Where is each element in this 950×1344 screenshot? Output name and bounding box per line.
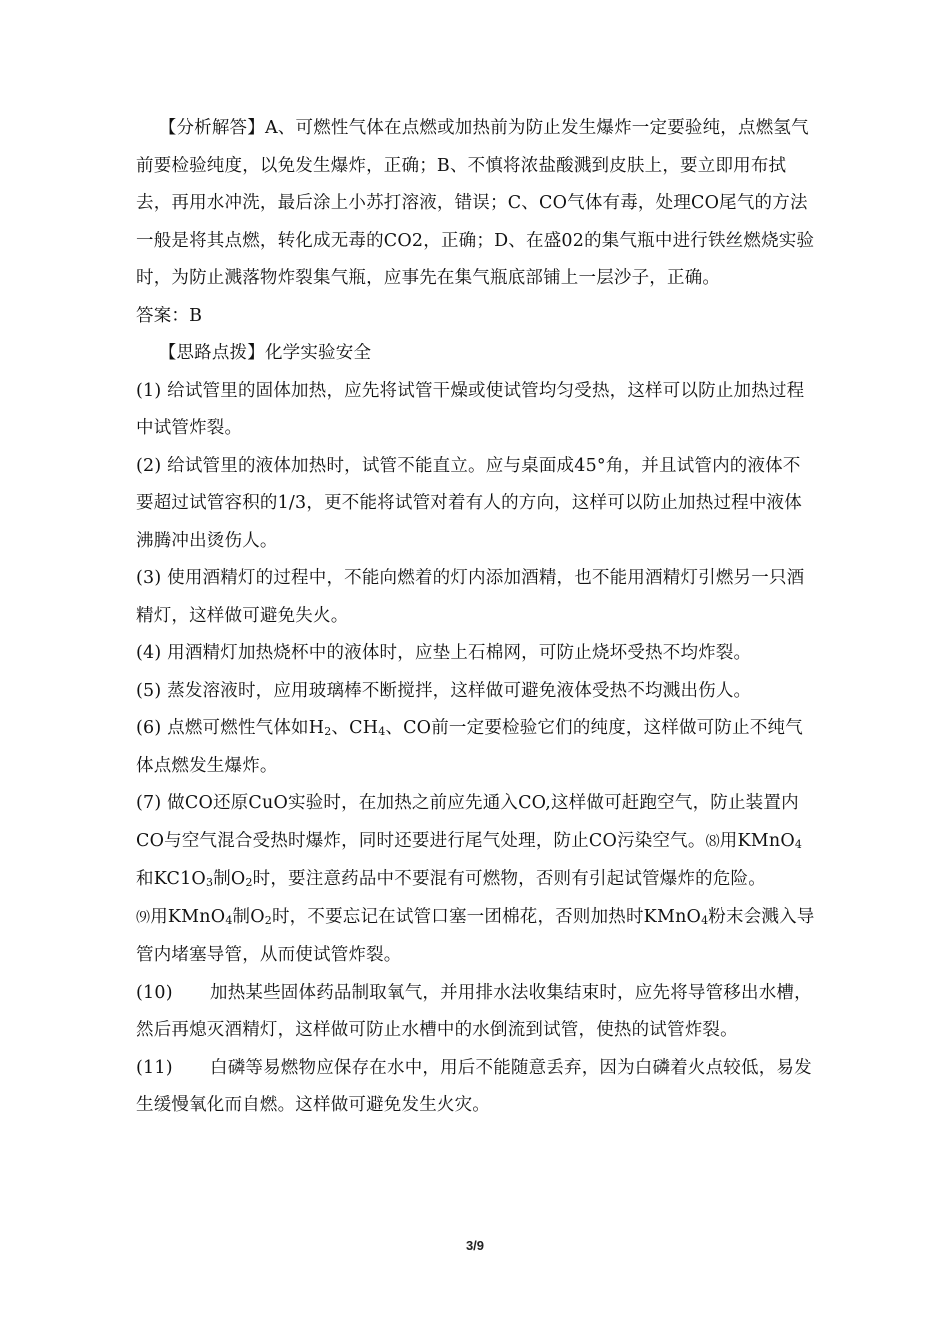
item-1: (1) 给试管里的固体加热，应先将试管干燥或使试管均匀受热，这样可以防止加热过程中试管炸裂。 xyxy=(136,380,805,438)
item-11-text: 白磷等易燃物应保存在水中，用后不能随意丢弃，因为白磷着火点较低，易发生缓慢氧化而自燃。这样做可避免发生火灾。 xyxy=(136,1057,812,1115)
item-2: (2) 给试管里的液体加热时，试管不能直立。应与桌面成45°角，并且试管内的液体不要超过试管容积的1/3，更不能将试管对着有人的方向，这样可以防止加热过程中液体沸腾冲出烫伤人。 xyxy=(136,455,802,551)
item-6: (6) 点燃可燃性气体如$H_2$、$CH_4$、CO前一定要检验它们的纯度，这样做可防止不纯气体点燃发生爆炸。 xyxy=(136,718,803,776)
item-9-number: ⑼ xyxy=(136,909,151,926)
item-4: (4) 用酒精灯加热烧杯中的液体时，应垫上石棉网，可防止烧坏受热不均炸裂。 xyxy=(136,643,752,663)
item-10-number: (10) xyxy=(136,982,173,1003)
analysis-text: A、可燃性气体在点燃或加热前为防止发生爆炸一定要验纯，点燃氢气前要检验纯度，以免发生爆炸，正确；B、不慎将浓盐酸溅到皮肤上，要立即用布拭去，再用水冲洗，最后涂上小苏打溶液，错误；C、CO气体有毒，处理CO尾气的方法一般是将其点燃，转化成无毒的CO2，正确；D、在盛02的集气瓶中进行铁丝燃烧实验时，为防止溅落物炸裂集气瓶，应事先在集气瓶底部铺上一层沙子，正确。 xyxy=(136,118,815,288)
analysis-label: 【分析解答】 xyxy=(158,118,265,138)
item-5: (5) 蒸发溶液时，应用玻璃棒不断搅拌，这样做可避免液体受热不均溅出伤人。 xyxy=(136,680,752,701)
item-11 xyxy=(136,1050,816,1125)
item-11-number: (11) xyxy=(136,1057,173,1078)
item-9: ⑼用KMnO$_4$制$O_2$时，不要忘记在试管口塞一团棉花，否则加热时KMnO$_4$粉末会溅入导管内堵塞导管，从而使试管炸裂。 xyxy=(136,906,815,965)
analysis-paragraph xyxy=(136,110,816,298)
item-8-number: ⑻ xyxy=(705,833,720,850)
page-content xyxy=(136,110,816,1125)
item-7: (7) 做CO还原CuO实验时，在加热之前应先通入CO,这样做可赶跑空气，防止装置内CO与空气混合受热时爆炸，同时还要进行尾气处理，防止CO污染空气。⑻用KMnO$_4$和$KC1O_3$制$O_2$时，要注意药品中不要混有可燃物，否则有引起试管爆炸的危险。 xyxy=(136,793,803,889)
hint-label: 【思路点拨】 xyxy=(158,343,265,363)
hint-title: 化学实验安全 xyxy=(264,343,372,363)
item-3: (3) 使用酒精灯的过程中，不能向燃着的灯内添加酒精，也不能用酒精灯引燃另一只酒精灯，这样做可避免失火。 xyxy=(136,568,805,626)
answer-line: 答案：B xyxy=(136,305,203,326)
page-number: 3/9 xyxy=(465,1238,485,1253)
hint-heading xyxy=(136,335,816,373)
item-10 xyxy=(136,975,816,1050)
item-10-text: 加热某些固体药品制取氧气，并用排水法收集结束时，应先将导管移出水槽，然后再熄灭酒精灯，这样做可防止水槽中的水倒流到试管，使热的试管炸裂。 xyxy=(136,982,812,1040)
